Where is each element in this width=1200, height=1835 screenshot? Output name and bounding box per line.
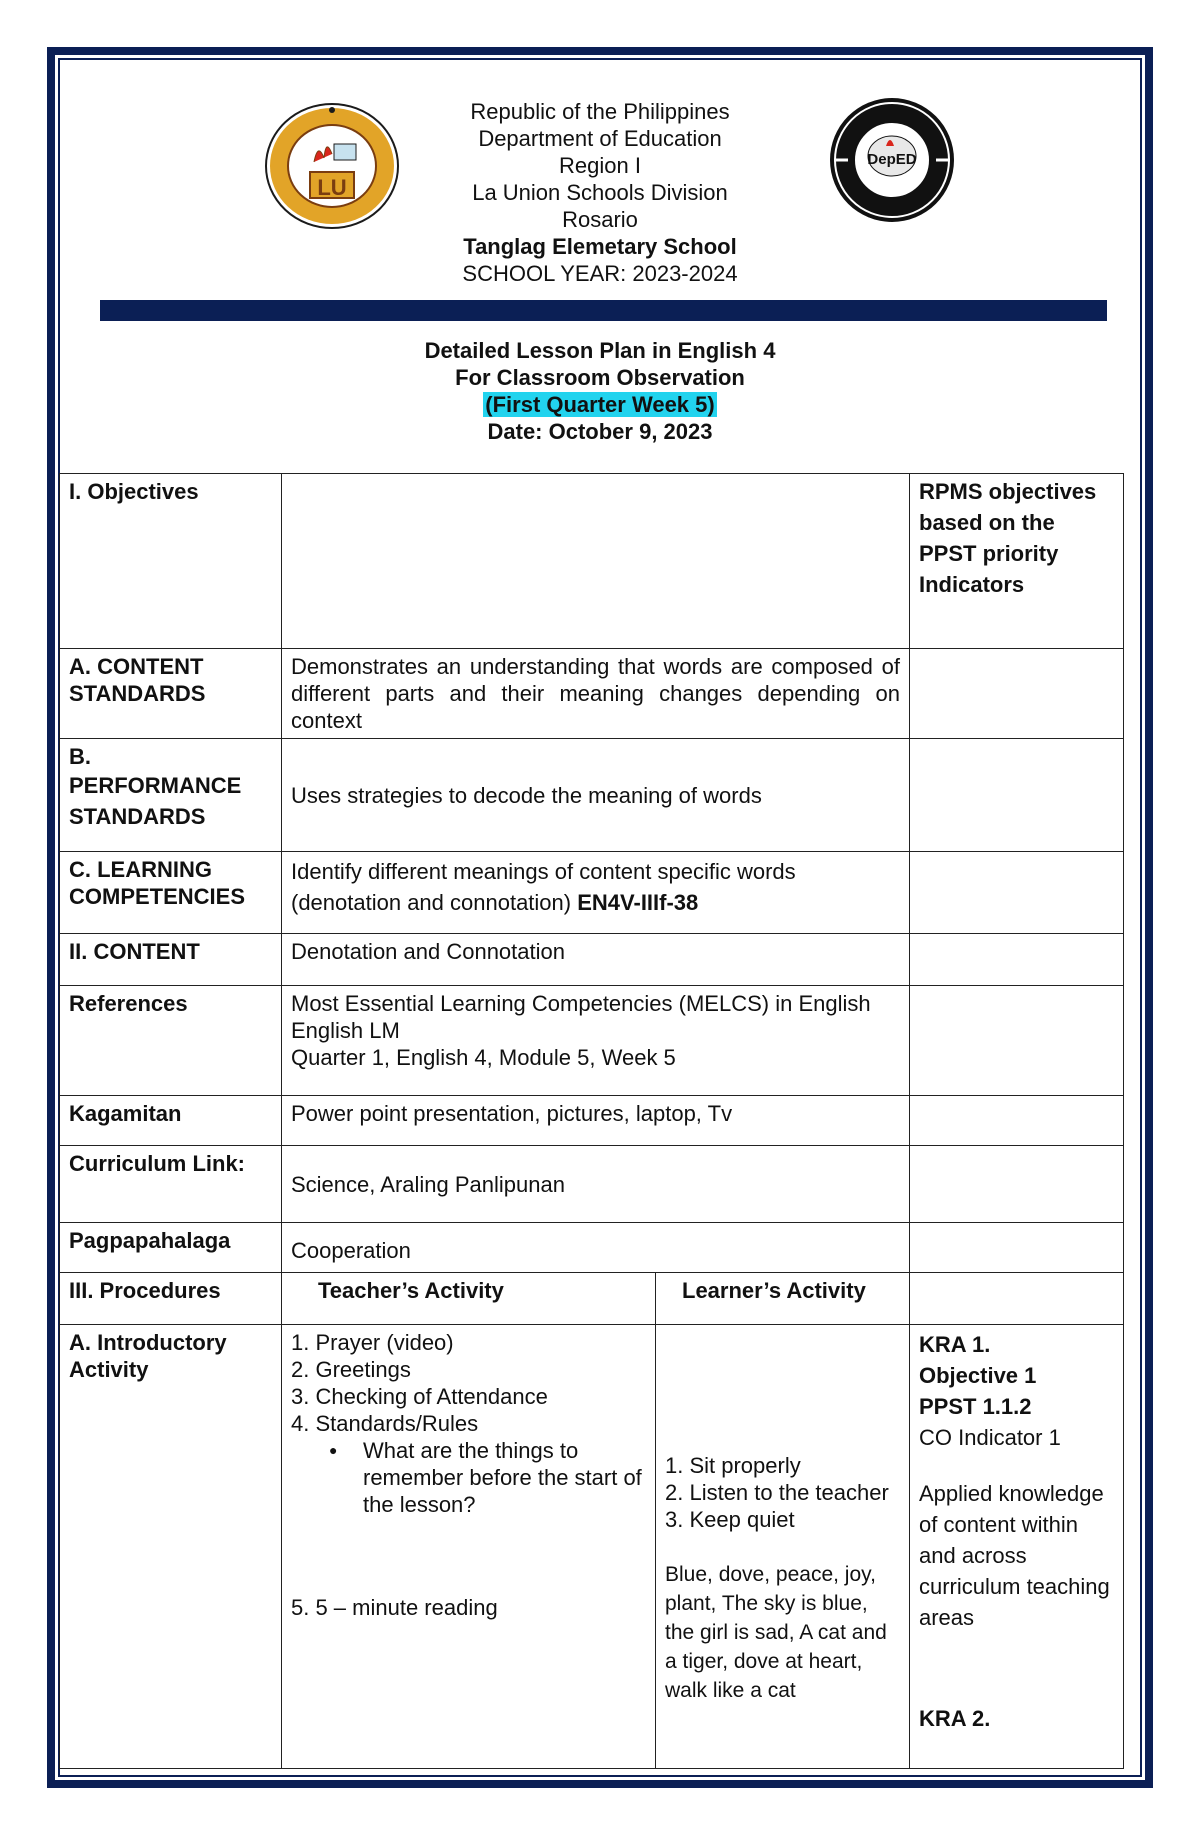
svg-text:LU: LU xyxy=(317,175,347,200)
learner-item: 3. Keep quiet xyxy=(665,1507,795,1532)
table-row xyxy=(60,649,1124,739)
table-row xyxy=(60,852,1124,934)
header-school-name: Tanglag Elemetary School xyxy=(463,234,737,259)
rpms-kra-cell xyxy=(910,1325,1124,1769)
kra1-title: KRA 1. xyxy=(919,1332,991,1357)
performance-standards-value: Uses strategies to decode the meaning of words xyxy=(282,739,910,852)
table-row xyxy=(60,1223,1124,1273)
lesson-plan-table xyxy=(59,473,1124,1769)
objectives-value xyxy=(282,474,910,649)
curriculum-link-value: Science, Araling Panlipunan xyxy=(282,1146,910,1223)
quarter-highlight: (First Quarter Week 5) xyxy=(485,392,715,417)
teacher-item: 2. Greetings xyxy=(291,1357,411,1382)
content-standards-value: Demonstrates an understanding that words are composed of different parts and their meaning changes depending on context xyxy=(282,649,910,739)
rpms-cell xyxy=(910,1273,1124,1325)
table-row xyxy=(60,1273,1124,1325)
header-region: Region I xyxy=(559,153,641,178)
teacher-bullet-item: ● What are the things to remember before the start of the lesson? xyxy=(363,1437,646,1518)
rpms-cell xyxy=(910,934,1124,986)
content-standards-label: A. CONTENT STANDARDS xyxy=(60,649,282,739)
competencies-label: C. LEARNING COMPETENCIES xyxy=(60,852,282,934)
rpms-cell xyxy=(910,852,1124,934)
learner-activity-header: Learner’s Activity xyxy=(656,1273,910,1325)
teacher-activity-cell xyxy=(282,1325,656,1769)
rpms-cell xyxy=(910,986,1124,1096)
header-district: Rosario xyxy=(562,207,638,232)
title-date: Date: October 9, 2023 xyxy=(487,419,713,444)
competencies-value xyxy=(282,852,910,934)
kagamitan-label: Kagamitan xyxy=(60,1096,282,1146)
references-label: References xyxy=(60,986,282,1096)
pagpapahalaga-value: Cooperation xyxy=(282,1223,910,1273)
table-row xyxy=(60,1325,1124,1769)
table-row xyxy=(60,739,1124,852)
rpms-cell xyxy=(910,1223,1124,1273)
teacher-reading-item: 5. 5 – minute reading xyxy=(291,1595,498,1620)
content-label: II. CONTENT xyxy=(60,934,282,986)
table-row xyxy=(60,1096,1124,1146)
learner-item: 1. Sit properly xyxy=(665,1453,801,1478)
header-division: La Union Schools Division xyxy=(472,180,728,205)
kagamitan-value: Power point presentation, pictures, laptop, Tv xyxy=(282,1096,910,1146)
introductory-activity-label: A. Introductory Activity xyxy=(60,1325,282,1769)
title-purpose: For Classroom Observation xyxy=(455,365,745,390)
svg-text:DepED: DepED xyxy=(867,151,917,168)
title-subject: Detailed Lesson Plan in English 4 xyxy=(424,338,776,363)
competencies-code: EN4V-IIIf-38 xyxy=(577,890,699,915)
learner-activity-cell xyxy=(656,1325,910,1769)
header-school-year: SCHOOL YEAR: 2023-2024 xyxy=(462,261,738,286)
document-title xyxy=(0,337,1200,445)
kra1-objective: Objective 1 xyxy=(919,1363,1037,1388)
curriculum-link-label: Curriculum Link: xyxy=(60,1146,282,1223)
table-row xyxy=(60,1146,1124,1223)
objectives-label: I. Objectives xyxy=(60,474,282,649)
header-republic: Republic of the Philippines xyxy=(470,99,730,124)
competencies-text: Identify different meanings of content specific words (denotation and connotation) xyxy=(291,859,796,915)
reference-english-lm: English LM xyxy=(291,1018,400,1043)
header-divider-band xyxy=(100,300,1107,321)
teacher-item: 4. Standards/Rules xyxy=(291,1411,479,1436)
pagpapahalaga-label: Pagpapahalaga xyxy=(60,1223,282,1273)
table-row xyxy=(60,474,1124,649)
rpms-header: RPMS objectives based on the PPST priority Indicators xyxy=(910,474,1124,649)
teacher-activity-header: Teacher’s Activity xyxy=(282,1273,656,1325)
kra1-indicator: CO Indicator 1 xyxy=(919,1425,1061,1450)
kra2-title: KRA 2. xyxy=(919,1706,991,1731)
kra1-ppst: PPST 1.1.2 xyxy=(919,1394,1032,1419)
rpms-cell xyxy=(910,1146,1124,1223)
title-quarter xyxy=(0,391,1200,418)
rpms-cell xyxy=(910,649,1124,739)
table-row xyxy=(60,934,1124,986)
teacher-bullet-list xyxy=(291,1437,646,1518)
reference-melcs: Most Essential Learning Competencies (MELCS) in English xyxy=(291,991,871,1016)
references-value xyxy=(282,986,910,1096)
learner-reading-words: Blue, dove, peace, joy, plant, The sky is blue, the girl is sad, A cat and a tiger, dove at heart, walk like a cat xyxy=(665,1563,887,1702)
rpms-cell xyxy=(910,1096,1124,1146)
teacher-item: 3. Checking of Attendance xyxy=(291,1384,548,1409)
performance-label-prefix: B. xyxy=(69,744,91,769)
reference-module: Quarter 1, English 4, Module 5, Week 5 xyxy=(291,1045,676,1070)
teacher-item: 1. Prayer (video) xyxy=(291,1330,454,1355)
learner-item: 2. Listen to the teacher xyxy=(665,1480,889,1505)
content-value: Denotation and Connotation xyxy=(282,934,910,986)
letterhead xyxy=(0,98,1200,287)
performance-standards-label xyxy=(60,739,282,852)
table-row xyxy=(60,986,1124,1096)
kra1-description: Applied knowledge of content within and across curriculum teaching areas xyxy=(919,1481,1110,1630)
performance-label-text: PERFORMANCE STANDARDS xyxy=(69,773,242,829)
header-department: Department of Education xyxy=(478,126,722,151)
rpms-cell xyxy=(910,739,1124,852)
procedures-label: III. Procedures xyxy=(60,1273,282,1325)
